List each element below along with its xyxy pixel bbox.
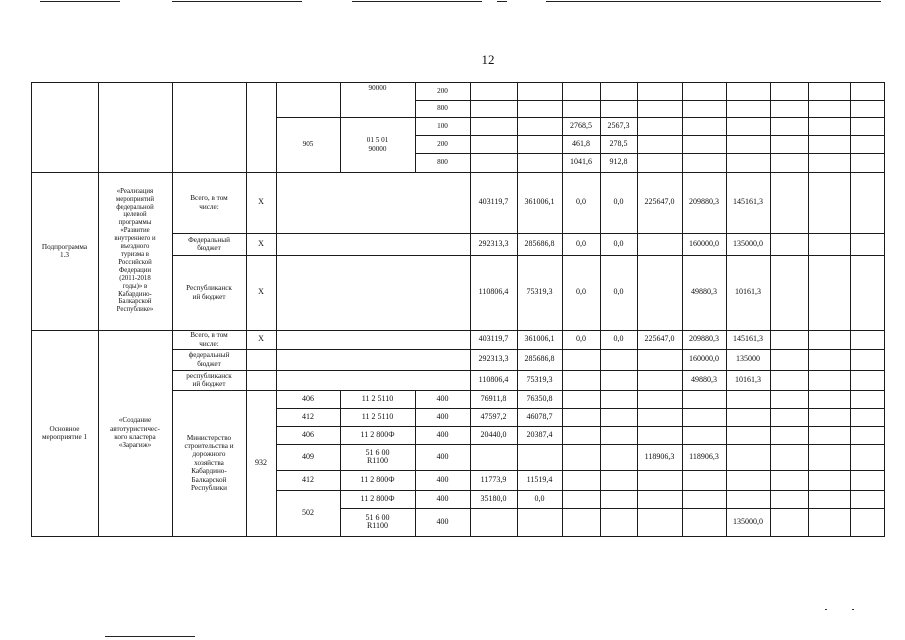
value-cell: 135000	[736, 354, 760, 364]
csr-code: 11 2 5110	[361, 393, 394, 403]
value-cell: 361006,1	[524, 197, 555, 207]
csr-code: 11 2 800Ф	[360, 429, 395, 439]
value-cell: 225647,0	[644, 334, 675, 344]
value-cell: 49880,3	[691, 374, 717, 384]
vr-code: 100	[437, 121, 448, 130]
rz-code: 412	[302, 474, 314, 484]
vr-code: 400	[436, 493, 449, 503]
value-cell: 47597,2	[480, 411, 507, 421]
value-cell	[637, 233, 682, 255]
value-cell: 20387,4	[526, 429, 553, 439]
rz-code: 502	[302, 507, 314, 517]
value-cell: 160000,0	[689, 238, 719, 248]
value-cell: 285686,8	[524, 238, 555, 248]
value-cell: 160000,0	[689, 354, 719, 364]
rz-code: 406	[302, 429, 314, 439]
value-cell: 225647,0	[644, 197, 675, 207]
value-cell: 209880,3	[689, 197, 719, 207]
x-mark: X	[258, 238, 264, 248]
value-cell: 0,0	[613, 197, 624, 207]
value-cell: 118906,3	[689, 451, 719, 461]
value-cell	[637, 255, 682, 330]
value-cell: 0,0	[576, 334, 586, 344]
csr-code: 51 6 00 R1100	[365, 447, 390, 465]
value-cell: 11773,9	[480, 474, 507, 484]
value-cell: 135000,0	[733, 516, 763, 526]
value-cell: 110806,4	[478, 374, 509, 384]
funding-source: Республиканск ий бюджет	[186, 284, 232, 301]
value-cell: 0,0	[534, 493, 545, 503]
value-cell: 292313,3	[478, 238, 509, 248]
x-mark: X	[258, 287, 264, 297]
value-cell: 292313,3	[478, 354, 509, 364]
subprogram-status: Подпрограмма 1.3	[41, 242, 88, 259]
value-cell: 403119,7	[478, 197, 509, 207]
rz-code: 406	[302, 393, 314, 403]
main-event-name: «Создание автотуристичес- кого кластера «Зарагиж»	[110, 416, 160, 450]
value-cell: 118906,3	[644, 451, 675, 461]
vr-code: 400	[436, 451, 449, 461]
csr-code: 51 6 00 R1100	[365, 512, 390, 530]
value-cell: 145161,3	[733, 197, 763, 207]
value-cell: 11519,4	[526, 474, 553, 484]
value-cell: 361006,1	[524, 334, 555, 344]
csr-code: 01 5 01 90000	[366, 136, 389, 153]
vr-code: 800	[437, 104, 448, 113]
vr-code: 200	[437, 86, 448, 95]
funding-source: Федеральный бюджет	[188, 235, 230, 252]
funding-source: республиканск ий бюджет	[186, 371, 232, 388]
value-cell: 49880,3	[691, 287, 717, 297]
x-mark: X	[258, 334, 264, 344]
value-cell: 46078,7	[526, 411, 553, 421]
value-cell: 76911,8	[480, 393, 507, 403]
vr-code: 400	[436, 516, 449, 526]
executor: Министерство строительства и дорожного хозяйства Кабардино- Балкарской Республики	[184, 433, 234, 493]
value-cell: 2567,3	[607, 120, 630, 130]
value-cell: 1041,6	[570, 157, 592, 167]
main-event-status: Основное мероприятие 1	[41, 424, 88, 441]
value-cell: 0,0	[576, 197, 586, 207]
grbs-code: 905	[302, 140, 314, 149]
value-cell: 75319,3	[526, 287, 553, 297]
value-cell: 135000,0	[733, 238, 763, 248]
funding-source: Всего, в том числе:	[190, 331, 228, 348]
vr-code: 400	[436, 411, 449, 421]
value-cell: 0,0	[576, 238, 586, 248]
value-cell: 75319,3	[526, 374, 553, 384]
vr-code: 400	[436, 474, 449, 484]
value-cell: 403119,7	[478, 334, 509, 344]
value-cell: 0,0	[613, 238, 624, 248]
vr-code: 200	[437, 139, 448, 148]
value-cell: 0,0	[613, 334, 624, 344]
value-cell: 285686,8	[524, 354, 555, 364]
funding-source: Всего, в том числе:	[190, 194, 228, 211]
x-mark: X	[258, 197, 264, 207]
value-cell: 278,5	[609, 138, 628, 148]
value-cell: 76350,8	[526, 393, 553, 403]
page-number: 12	[481, 52, 495, 67]
csr-code: 11 2 800Ф	[360, 493, 395, 503]
value-cell: 461,8	[572, 138, 590, 148]
value-cell: 0,0	[613, 287, 624, 297]
funding-source: федеральный бюджет	[188, 351, 230, 368]
csr-code: 11 2 800Ф	[360, 474, 395, 484]
csr-code: 90000	[368, 83, 387, 92]
value-cell: 35180,0	[480, 493, 507, 503]
vr-code: 400	[436, 393, 449, 403]
value-cell: 2768,5	[570, 120, 592, 130]
vr-code: 800	[437, 158, 448, 167]
value-cell: 145161,3	[733, 334, 763, 344]
subprogram-name: «Реализация мероприятий федеральной целевой программы «Развитие внутреннего и въездного туризма в Российской Федерации (2011-2018 годы)» в Кабардино- Балкарской Республике»	[114, 187, 156, 314]
value-cell: 912,8	[609, 157, 628, 167]
value-cell: 10161,3	[735, 374, 761, 384]
vr-code: 400	[436, 429, 449, 439]
value-cell: 209880,3	[689, 334, 719, 344]
value-cell: 0,0	[576, 287, 586, 297]
value-cell: 10161,3	[735, 287, 761, 297]
grbs-code: 932	[255, 457, 267, 467]
csr-code: 11 2 5110	[361, 411, 394, 421]
rz-code: 409	[302, 451, 314, 461]
value-cell: 110806,4	[478, 287, 509, 297]
rz-code: 412	[302, 411, 314, 421]
value-cell: 20440,0	[480, 429, 507, 439]
